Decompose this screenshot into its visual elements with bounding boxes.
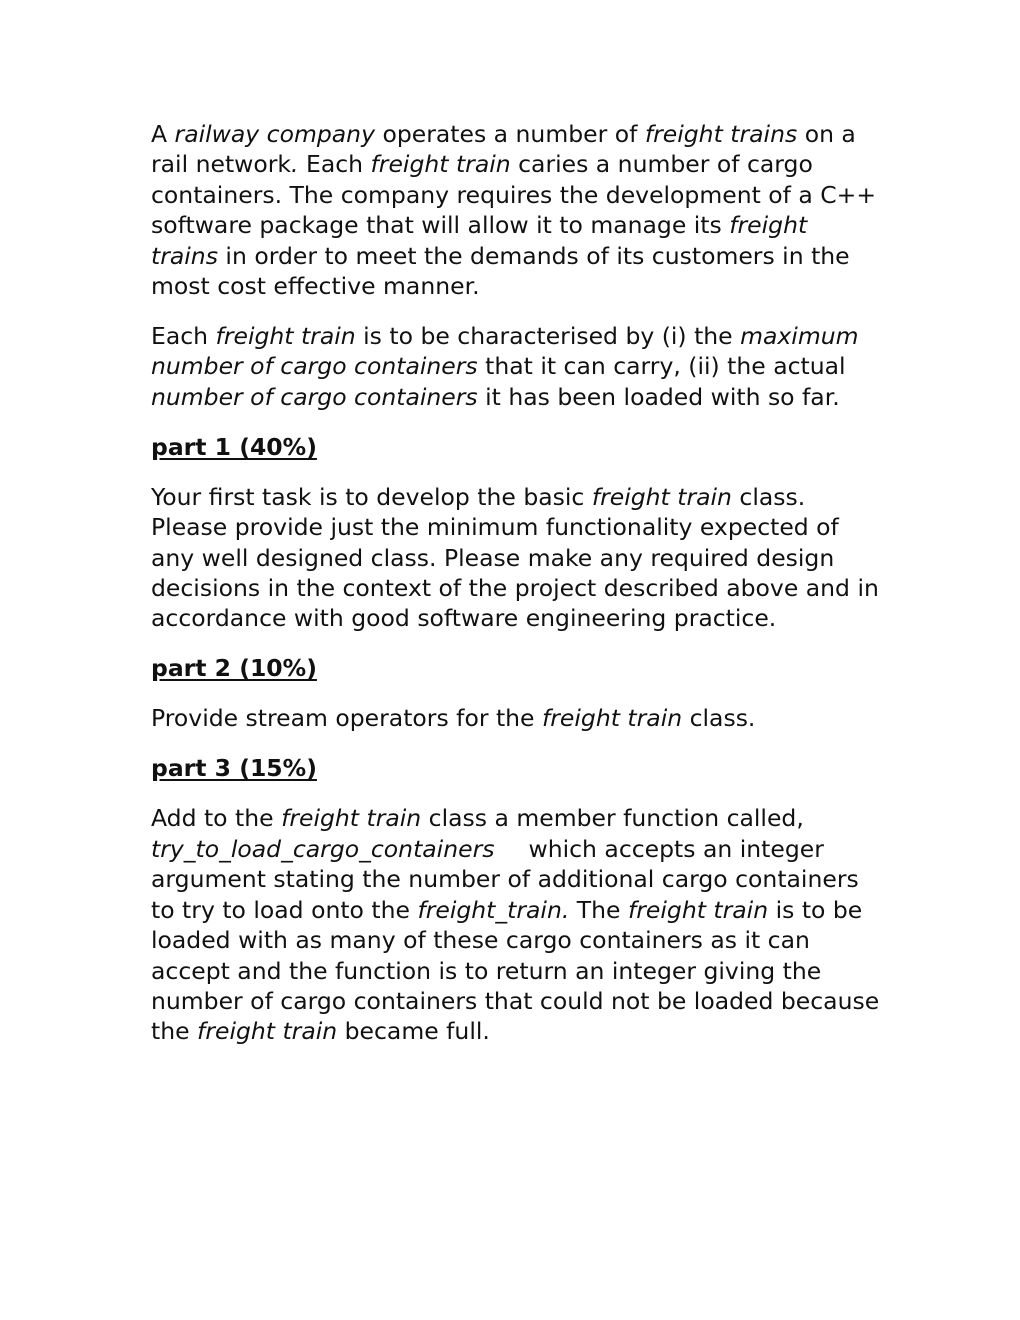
part3-text: is to be loaded with as many of these cargo containers as it can accept and the function is to return an integer giving the number of cargo containers that could not be loaded because the	[151, 895, 880, 1046]
part3-text: class a member function called,	[421, 804, 804, 833]
intro-emphasis: freight trains	[151, 211, 808, 270]
characteristics-text: it has been loaded with so far.	[477, 382, 840, 411]
part2-paragraph	[151, 703, 881, 733]
part2-emphasis: freight train	[542, 704, 683, 733]
characteristics-emphasis: number of cargo containers	[151, 382, 478, 411]
part1-text: class. Please provide just the minimum functionality expected of any well designed class. Please make any required design decisions in the context of the project described above and in accordance with good software engineering practice.	[151, 482, 879, 633]
characteristics-paragraph	[151, 321, 881, 412]
intro-text: caries a number of cargo containers. The company requires the development of a C++ software package that will allow it to manage its	[151, 150, 877, 240]
part3-emphasis: freight train	[197, 1017, 338, 1046]
characteristics-text: is to be characterised by (i) the	[355, 322, 741, 351]
part1-heading: part 1 (40%)	[151, 432, 317, 461]
part1-emphasis: freight train	[591, 482, 732, 511]
intro-text: operates a number of	[374, 120, 645, 148]
intro-paragraph	[151, 119, 881, 301]
part3-text: Add to the	[151, 804, 282, 833]
part2-text: class.	[682, 704, 756, 733]
part3-heading: part 3 (15%)	[151, 754, 317, 783]
part1-text: Your first task is to develop the basic	[151, 482, 592, 511]
intro-text: on a rail network	[151, 120, 856, 179]
characteristics-text: Each	[151, 322, 216, 351]
intro-text: A	[151, 120, 175, 148]
intro-emphasis: freight trains	[644, 120, 798, 148]
part3-paragraph	[151, 803, 881, 1046]
intro-emphasis: .	[291, 150, 299, 179]
intro-emphasis: railway company	[174, 120, 375, 148]
part3-emphasis: freight train	[281, 804, 422, 833]
characteristics-text: that it can carry, (ii) the actual	[477, 352, 846, 381]
intro-text: Each	[298, 150, 371, 179]
intro-emphasis: freight train	[370, 150, 511, 179]
part1-paragraph	[151, 482, 881, 634]
part3-text: became full.	[337, 1017, 490, 1046]
document-page	[151, 119, 881, 1066]
part3-emphasis: freight_train.	[417, 895, 570, 924]
part3-text: The	[569, 895, 628, 924]
part2-heading: part 2 (10%)	[151, 654, 317, 683]
characteristics-emphasis: freight train	[215, 322, 356, 351]
part3-emphasis: freight train	[627, 895, 769, 924]
part3-text: which accepts an integer argument stating the number of additional cargo containers to try to load onto the	[151, 834, 859, 924]
part3-function-name: try_to_load_cargo_containers	[151, 834, 495, 863]
intro-text: in order to meet the demands of its customers in the most cost effective manner.	[151, 241, 850, 301]
part2-text: Provide stream operators for the	[151, 704, 542, 733]
characteristics-emphasis: maximum number of cargo containers	[151, 322, 859, 381]
